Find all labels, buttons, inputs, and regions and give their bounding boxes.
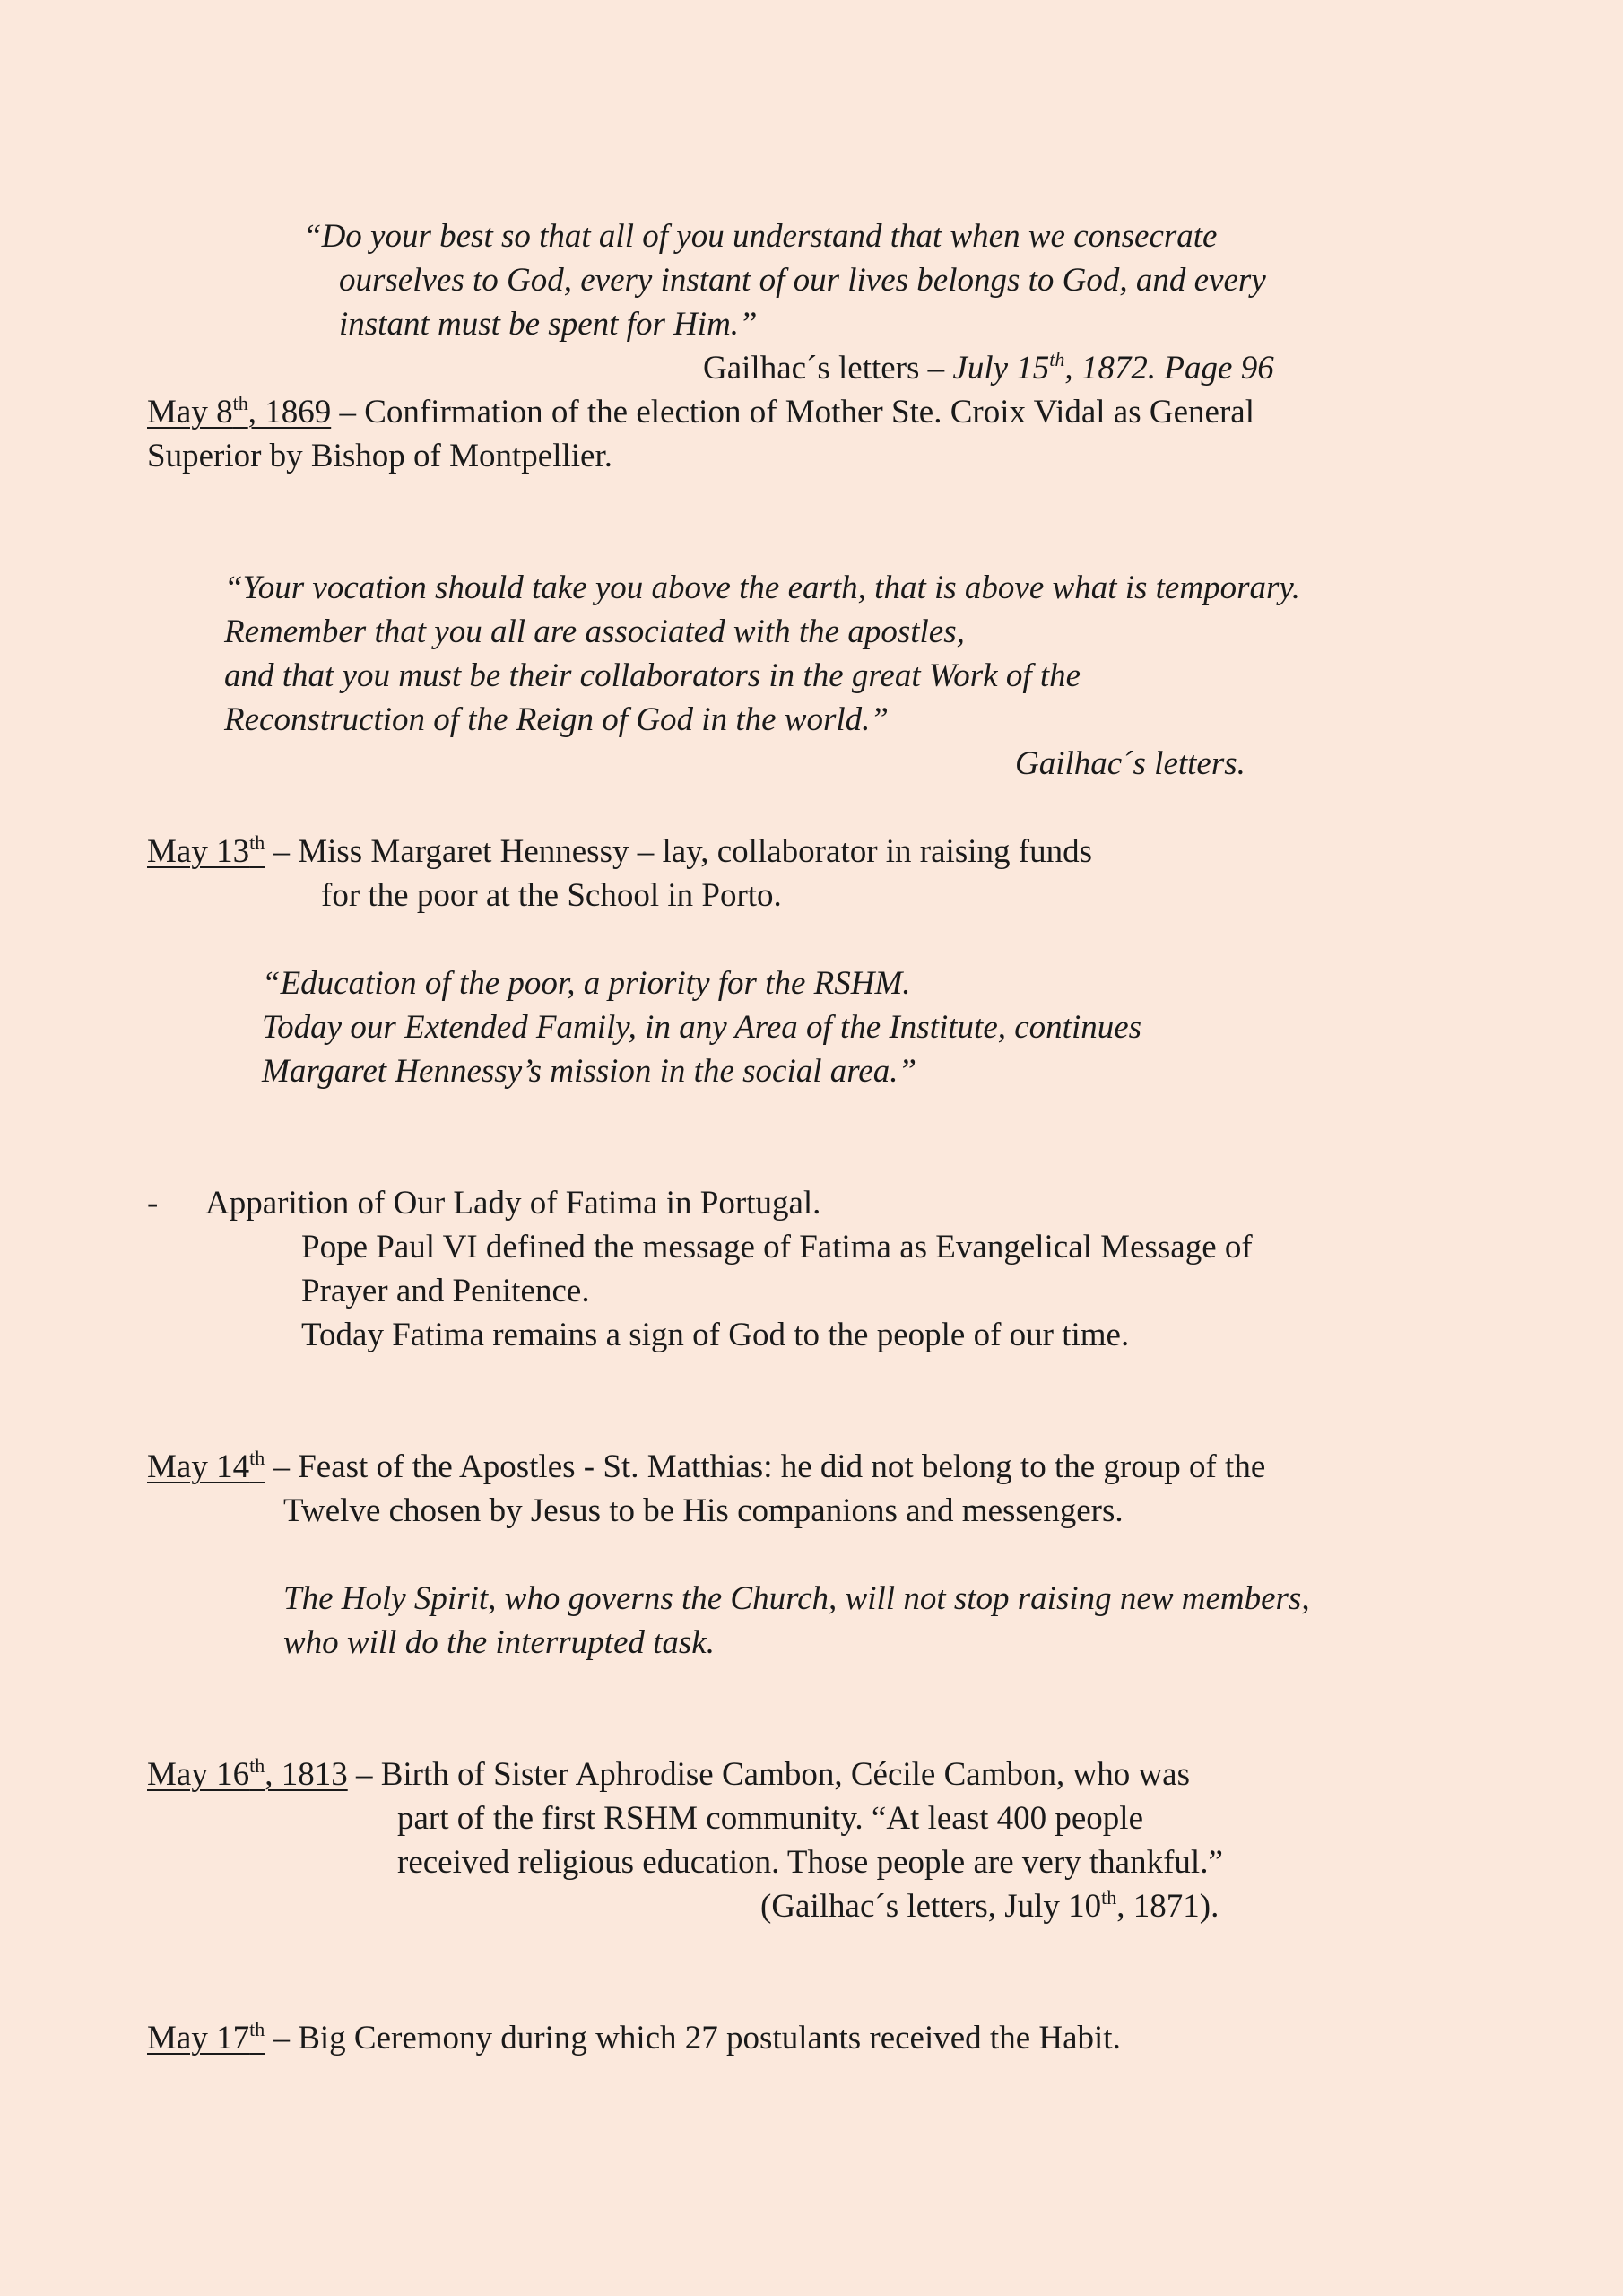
quote1-source-page: , 1872. Page 96: [1064, 350, 1274, 387]
quote2-line3: and that you must be their collaborators in the great Work of the: [224, 657, 1081, 694]
entry-may8-line2: Superior by Bishop of Montpellier.: [147, 438, 612, 474]
entry-may16-date-a: May 16: [147, 1756, 250, 1793]
fatima-line2: Prayer and Penitence.: [301, 1273, 590, 1309]
entry-may8-date: [147, 394, 331, 430]
quote2-line2: Remember that you all are associated with the apostles,: [224, 613, 965, 650]
entry-may14-line2: Twelve chosen by Jesus to be His companions and messengers.: [283, 1492, 1124, 1529]
entry-may13-line1: [147, 830, 1092, 874]
entry-may8-date-a: May 8: [147, 394, 233, 430]
quote1-line3: instant must be spent for Him.”: [339, 306, 758, 343]
entry-may16-line3: received religious education. Those people are very thankful.”: [397, 1844, 1223, 1881]
entry-may13-date-sup: th: [249, 831, 265, 854]
entry-may13-line2: for the poor at the School in Porto.: [321, 877, 782, 914]
quote1-source: [703, 346, 1274, 390]
entry-may16-line2: part of the first RSHM community. “At least 400 people: [397, 1800, 1144, 1837]
entry-may16-date-b: , 1813: [265, 1756, 348, 1793]
entry-may13-text: – Miss Margaret Hennessy – lay, collaborator in raising funds: [265, 833, 1092, 870]
quote3-line2: Today our Extended Family, in any Area of the Institute, continues: [262, 1009, 1142, 1046]
quote1-source-date: July 15: [952, 350, 1050, 387]
entry-may17-date-sup: th: [249, 2018, 265, 2040]
fatima-line1: Pope Paul VI defined the message of Fatima as Evangelical Message of: [301, 1229, 1253, 1265]
entry-may8-date-sup: th: [232, 392, 248, 414]
entry-may17-text: – Big Ceremony during which 27 postulants received the Habit.: [265, 2020, 1121, 2057]
quote1-line2: ourselves to God, every instant of our lives belongs to God, and every: [339, 262, 1266, 299]
entry-may16-text: – Birth of Sister Aphrodise Cambon, Cécile Cambon, who was: [347, 1756, 1190, 1793]
entry-may8-line1: [147, 390, 1254, 434]
entry-may8-text: – Confirmation of the election of Mother Ste. Croix Vidal as General: [331, 394, 1254, 430]
entry-may14-italic2: who will do the interrupted task.: [283, 1624, 715, 1661]
entry-may16-source-sup: th: [1101, 1886, 1117, 1909]
entry-may14-date: [147, 1448, 265, 1485]
quote1-source-prefix: Gailhac´s letters –: [703, 350, 953, 387]
entry-may16-source: [760, 1884, 1219, 1928]
entry-may16-date-sup: th: [249, 1754, 265, 1777]
entry-may14-date-sup: th: [249, 1447, 265, 1469]
quote2-source: Gailhac´s letters.: [1015, 745, 1245, 782]
entry-may13-date: [147, 833, 265, 870]
quote3-line3: Margaret Hennessy’s mission in the social area.”: [262, 1053, 917, 1090]
entry-may14-italic1: The Holy Spirit, who governs the Church, will not stop raising new members,: [283, 1580, 1310, 1617]
entry-may16-source-b: , 1871).: [1116, 1888, 1219, 1925]
fatima-line3: Today Fatima remains a sign of God to the people of our time.: [301, 1317, 1130, 1353]
fatima-dash: -: [147, 1185, 159, 1222]
quote1-source-sup: th: [1049, 348, 1065, 370]
entry-may13-date-a: May 13: [147, 833, 250, 870]
quote3-line1: “Education of the poor, a priority for the RSHM.: [262, 965, 911, 1002]
quote2-line1: “Your vocation should take you above the earth, that is above what is temporary.: [224, 570, 1301, 606]
entry-may14-text: – Feast of the Apostles - St. Matthias: he did not belong to the group of the: [265, 1448, 1266, 1485]
entry-may14-line1: [147, 1445, 1265, 1489]
entry-may17-date-a: May 17: [147, 2020, 250, 2057]
entry-may17-line1: [147, 2016, 1121, 2060]
entry-may16-date: [147, 1756, 348, 1793]
quote2-line4: Reconstruction of the Reign of God in the world.”: [224, 701, 889, 738]
entry-may17-date: [147, 2020, 265, 2057]
entry-may16-source-a: (Gailhac´s letters, July 10: [760, 1888, 1102, 1925]
quote1-line1: “Do your best so that all of you understand that when we consecrate: [303, 218, 1218, 255]
entry-may8-date-b: , 1869: [247, 394, 332, 430]
entry-may14-date-a: May 14: [147, 1448, 250, 1485]
fatima-title: Apparition of Our Lady of Fatima in Portugal.: [205, 1185, 821, 1222]
entry-may16-line1: [147, 1752, 1190, 1796]
